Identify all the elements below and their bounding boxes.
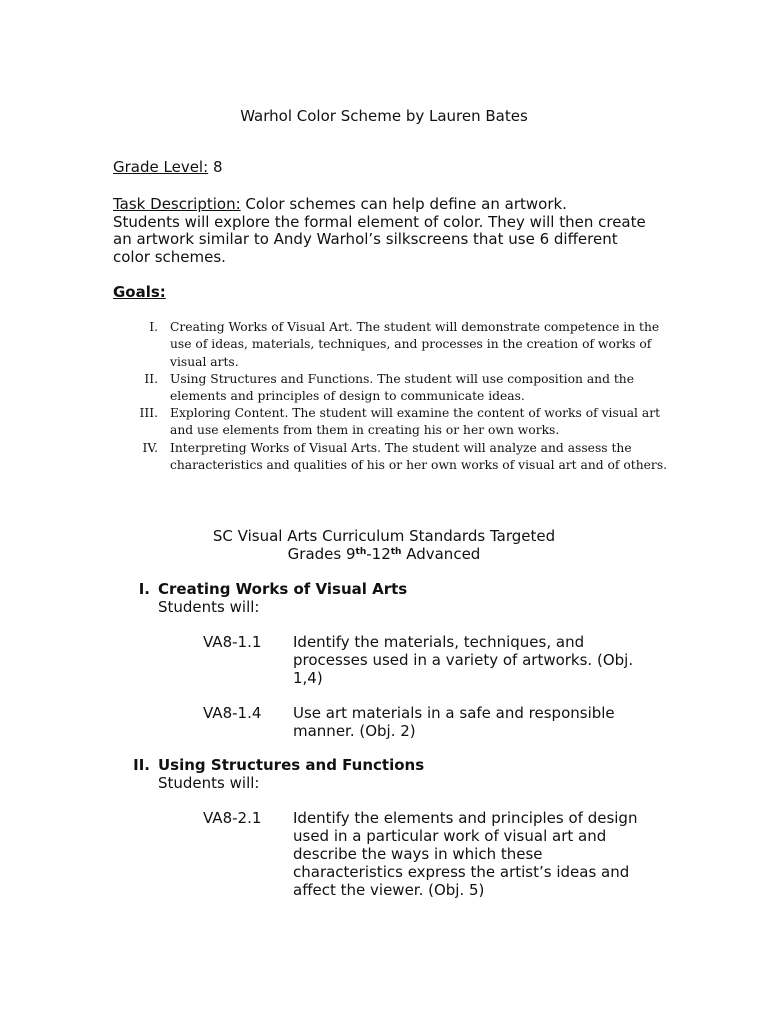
goal-number: II. xyxy=(144,372,158,386)
goal-line: Interpreting Works of Visual Arts. The student will analyze and assess the xyxy=(170,441,632,455)
grades-text: Advanced xyxy=(401,545,481,563)
standard-line: Identify the materials, techniques, and xyxy=(293,633,585,651)
goal-number: I. xyxy=(149,320,158,334)
grades-superscript: th xyxy=(355,547,367,557)
task-description xyxy=(113,196,673,266)
section-intro: Students will: xyxy=(158,598,260,616)
standards-subheading xyxy=(0,545,768,563)
standard-code: VA8-1.4 xyxy=(203,704,262,722)
task-description-label: Task Description: xyxy=(113,195,241,213)
goal-line: characteristics and qualities of his or her own works of visual art and of others. xyxy=(170,458,668,473)
grade-level xyxy=(113,159,673,177)
standard-code: VA8-2.1 xyxy=(203,809,262,827)
standard-line: Identify the elements and principles of design xyxy=(293,809,638,827)
grade-level-value: 8 xyxy=(212,158,223,176)
standard-code: VA8-1.1 xyxy=(203,633,262,651)
document-title: Warhol Color Scheme by Lauren Bates xyxy=(240,107,528,125)
grades-text: -12 xyxy=(366,545,391,563)
standard-line: describe the ways in which these xyxy=(293,845,543,863)
goal-line: Exploring Content. The student will examine the content of works of visual art xyxy=(170,406,661,420)
standard-line: characteristics express the artist’s ideas and xyxy=(293,863,630,881)
goal-line: use of ideas, materials, techniques, and processes in the creation of works of xyxy=(170,337,652,352)
standard-line: affect the viewer. (Obj. 5) xyxy=(293,881,485,899)
section-number: I. xyxy=(138,580,150,598)
standard-description xyxy=(293,809,653,899)
goal-line: Using Structures and Functions. The student will use composition and the xyxy=(170,372,635,386)
goals-heading xyxy=(113,284,673,302)
goal-number: IV. xyxy=(142,441,158,455)
grades-text: Grades 9 xyxy=(287,545,356,563)
task-description-line: an artwork similar to Andy Warhol’s silkscreens that use 6 different xyxy=(113,230,618,248)
task-description-line: Students will explore the formal element of color. They will then create xyxy=(113,212,646,231)
goal-line: and use elements from them in creating his or her own works. xyxy=(170,423,560,438)
standard-line: manner. (Obj. 2) xyxy=(293,722,416,740)
standard-line: processes used in a variety of artworks. (Obj. xyxy=(293,651,634,669)
section-intro: Students will: xyxy=(158,774,260,792)
goal-item xyxy=(170,440,670,475)
standard-line: Use art materials in a safe and responsible xyxy=(293,704,615,722)
standard-description xyxy=(293,704,653,740)
standards-heading: SC Visual Arts Curriculum Standards Targeted xyxy=(212,527,556,545)
task-description-line: color schemes. xyxy=(113,247,226,266)
goal-number: III. xyxy=(139,406,158,420)
section-number: II. xyxy=(133,756,150,774)
standard-line: 1,4) xyxy=(293,669,323,687)
goal-line: Creating Works of Visual Art. The student will demonstrate competence in the xyxy=(170,320,660,334)
section-title: Creating Works of Visual Arts xyxy=(158,580,408,598)
goal-item xyxy=(170,319,670,371)
goal-line: elements and principles of design to communicate ideas. xyxy=(170,389,525,404)
goal-item xyxy=(170,371,670,406)
goal-item xyxy=(170,405,670,440)
goal-line: visual arts. xyxy=(170,354,239,369)
grades-superscript: th xyxy=(390,547,402,557)
grade-level-label: Grade Level: xyxy=(113,158,209,176)
goals-label: Goals: xyxy=(113,283,166,301)
standard-description xyxy=(293,633,653,687)
standard-line: used in a particular work of visual art and xyxy=(293,827,607,845)
task-description-lead: Color schemes can help define an artwork. xyxy=(245,195,567,213)
section-title: Using Structures and Functions xyxy=(158,756,425,774)
